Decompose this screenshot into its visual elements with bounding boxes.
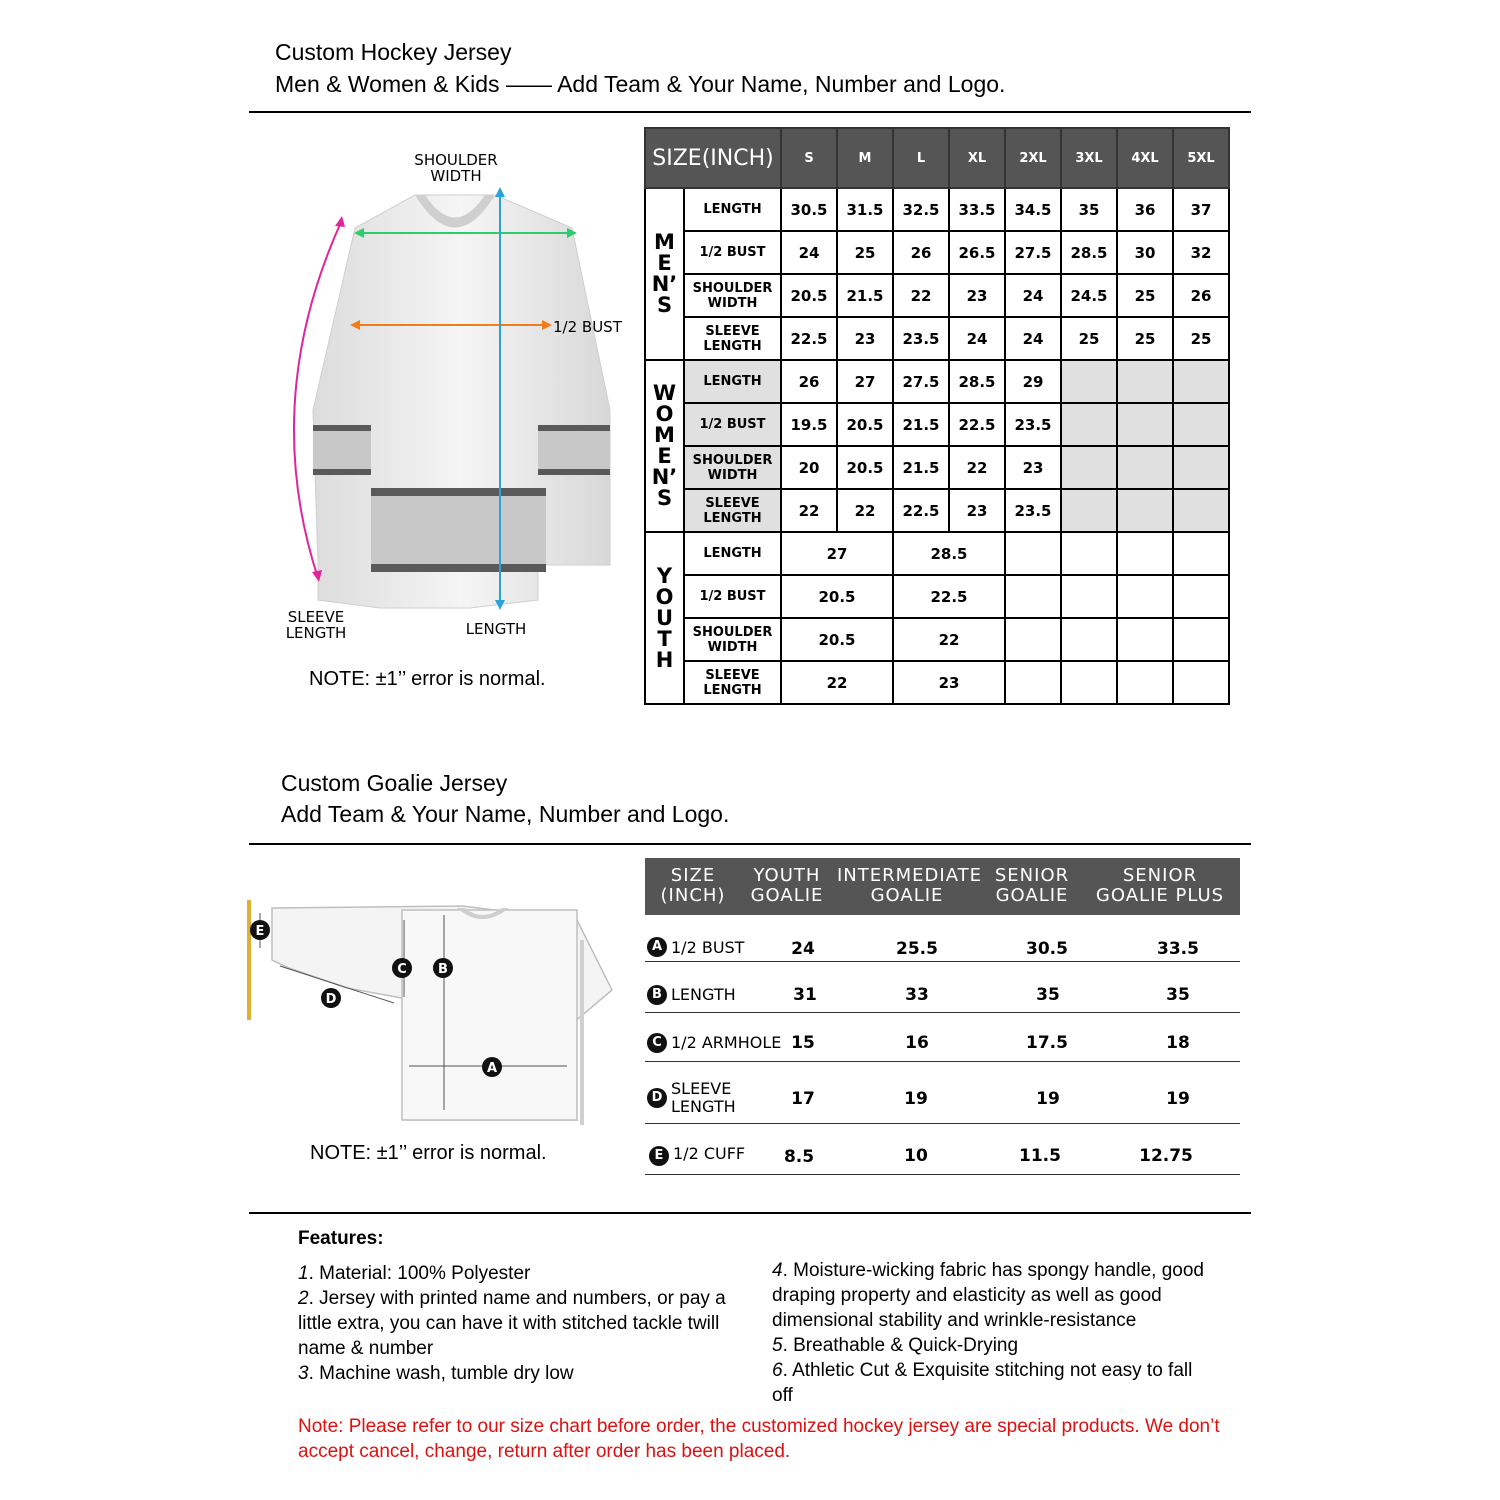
goalie-header-cell: SIZE (INCH) [660, 865, 726, 906]
size-cell: 28.5 [1061, 231, 1117, 274]
group-label: Y O U T H [645, 532, 684, 704]
size-table-row [645, 489, 1229, 532]
header-cell: L [893, 128, 949, 188]
svg-text:A: A [486, 1061, 498, 1076]
goalie-cell: 24 [791, 939, 815, 959]
size-cell-empty [1173, 403, 1229, 446]
header-cell: 4XL [1117, 128, 1173, 188]
goalie-cell: 8.5 [783, 1147, 815, 1167]
size-cell: 22 [949, 446, 1005, 489]
measure-label: SHOULDER WIDTH [684, 446, 781, 489]
size-table-row [645, 618, 1229, 661]
size-table-row [645, 360, 1229, 403]
svg-text:D: D [325, 992, 337, 1007]
size-cell: 31.5 [837, 188, 893, 231]
divider [249, 843, 1251, 845]
measure-label: SLEEVE LENGTH [684, 661, 781, 704]
length-label: LENGTH [465, 620, 527, 638]
goalie-cell: 10 [904, 1146, 928, 1166]
size-cell: 24 [949, 317, 1005, 360]
header-cell: 2XL [1005, 128, 1061, 188]
size-cell-empty [1061, 575, 1117, 618]
goalie-jersey-body [272, 906, 612, 1125]
hockey-note: NOTE: ±1’’ error is normal. [309, 668, 546, 690]
goalie-cell: 16 [905, 1033, 929, 1053]
size-cell-empty [1061, 661, 1117, 704]
measure-label: LENGTH [684, 532, 781, 575]
size-cell: 24.5 [1061, 274, 1117, 317]
marker-a-icon: A [647, 937, 667, 957]
marker-c-icon: C [647, 1033, 667, 1053]
hockey-title: Custom Hockey Jersey [275, 39, 512, 65]
size-cell: 23.5 [893, 317, 949, 360]
size-cell-empty [1173, 489, 1229, 532]
size-cell-empty [1173, 575, 1229, 618]
size-cell-empty [1173, 360, 1229, 403]
size-cell: 26 [893, 231, 949, 274]
hockey-size-table [644, 127, 1230, 705]
size-cell-empty [1117, 575, 1173, 618]
goalie-row-label: 1/2 CUFF [673, 1144, 746, 1163]
size-cell-empty [1173, 446, 1229, 489]
goalie-row [645, 1123, 1240, 1175]
size-cell-empty [1117, 489, 1173, 532]
size-cell-empty [1173, 532, 1229, 575]
size-cell: 25 [1173, 317, 1229, 360]
goalie-cell: 11.5 [1019, 1146, 1061, 1166]
size-cell: 33.5 [949, 188, 1005, 231]
size-cell: 20.5 [837, 446, 893, 489]
goalie-cell: 15 [791, 1033, 815, 1053]
half-bust-label: 1/2 BUST [553, 318, 622, 336]
svg-text:E: E [255, 924, 265, 939]
goalie-row-label: SLEEVE LENGTH [671, 1079, 736, 1116]
measure-label: SHOULDER WIDTH [684, 618, 781, 661]
size-cell: 20.5 [837, 403, 893, 446]
size-cell-empty [1005, 661, 1061, 704]
marker-b [433, 958, 453, 978]
goalie-jersey-diagram [247, 880, 627, 1130]
marker-d [321, 988, 341, 1008]
size-cell-empty [1061, 489, 1117, 532]
marker-d-icon: D [647, 1088, 667, 1108]
size-cell: 26 [781, 360, 837, 403]
size-cell-empty [1117, 360, 1173, 403]
header-cell: XL [949, 128, 1005, 188]
size-cell: 25 [1117, 274, 1173, 317]
group-label: W O M E N’ S [645, 360, 684, 532]
size-cell-empty [1117, 446, 1173, 489]
goalie-note: NOTE: ±1’’ error is normal. [310, 1142, 547, 1164]
size-cell: 28.5 [893, 532, 1005, 575]
size-cell: 34.5 [1005, 188, 1061, 231]
marker-a [482, 1057, 502, 1077]
measure-label: 1/2 BUST [684, 231, 781, 274]
feature-item: 3. Machine wash, tumble dry low [298, 1363, 574, 1384]
size-cell: 19.5 [781, 403, 837, 446]
size-cell: 27 [781, 532, 893, 575]
size-cell: 25 [1117, 317, 1173, 360]
header-cell: M [837, 128, 893, 188]
goalie-row-label: 1/2 ARMHOLE [671, 1033, 782, 1052]
goalie-header-cell: SENIOR GOALIE PLUS [1095, 865, 1225, 906]
goalie-cell: 31 [793, 985, 817, 1005]
size-table-row [645, 661, 1229, 704]
size-cell: 23.5 [1005, 403, 1061, 446]
header-cell: 3XL [1061, 128, 1117, 188]
size-cell: 28.5 [949, 360, 1005, 403]
size-cell: 22 [781, 489, 837, 532]
size-cell: 22.5 [949, 403, 1005, 446]
goalie-header-cell: SENIOR GOALIE [994, 865, 1070, 906]
features-left [298, 1261, 748, 1386]
size-table-row [645, 446, 1229, 489]
size-cell-empty [1117, 661, 1173, 704]
group-label: M E N’ S [645, 188, 684, 360]
order-warning: Note: Please refer to our size chart before order, the customized hockey jersey are special products. We don’t accept cancel, change, return after order has been placed. [298, 1416, 1220, 1462]
goalie-title: Custom Goalie Jersey [281, 770, 508, 796]
size-cell: 21.5 [837, 274, 893, 317]
goalie-row-label: LENGTH [671, 985, 736, 1004]
size-cell-empty [1005, 618, 1061, 661]
feature-item: 4. Moisture-wicking fabric has spongy handle, good draping property and elasticity as well as good dimensional stability and wrinkle-resistance [772, 1260, 1204, 1331]
hockey-subtitle: Men & Women & Kids —— Add Team & Your Name, Number and Logo. [275, 71, 1006, 97]
size-cell: 36 [1117, 188, 1173, 231]
measure-label: LENGTH [684, 360, 781, 403]
marker-c [392, 958, 412, 978]
size-cell: 22 [781, 661, 893, 704]
goalie-cell: 30.5 [1026, 939, 1068, 959]
feature-item: 6. Athletic Cut & Exquisite stitching not easy to fall off [772, 1360, 1193, 1406]
header-cell: S [781, 128, 837, 188]
size-cell-empty [1005, 575, 1061, 618]
svg-text:B: B [438, 962, 448, 977]
size-table-row [645, 274, 1229, 317]
size-table-row [645, 532, 1229, 575]
size-cell: 20.5 [781, 274, 837, 317]
size-cell: 30 [1117, 231, 1173, 274]
size-cell: 29 [1005, 360, 1061, 403]
goalie-cell: 19 [1166, 1089, 1190, 1109]
measure-label: SHOULDER WIDTH [684, 274, 781, 317]
measure-label: SLEEVE LENGTH [684, 317, 781, 360]
size-cell-empty [1173, 618, 1229, 661]
size-cell: 22.5 [893, 575, 1005, 618]
goalie-cell: 17.5 [1026, 1033, 1068, 1053]
size-cell: 25 [1061, 317, 1117, 360]
size-cell: 23 [949, 274, 1005, 317]
size-cell: 20 [781, 446, 837, 489]
size-cell-empty [1117, 403, 1173, 446]
size-cell: 22.5 [893, 489, 949, 532]
goalie-header-cell: INTERMEDIATE GOALIE [837, 865, 983, 906]
marker-e [250, 920, 270, 940]
goalie-row [645, 1061, 1240, 1124]
measure-label: LENGTH [684, 188, 781, 231]
goalie-subtitle: Add Team & Your Name, Number and Logo. [281, 801, 730, 827]
hockey-jersey-diagram [280, 150, 640, 650]
size-cell: 32.5 [893, 188, 949, 231]
size-cell: 24 [1005, 317, 1061, 360]
goalie-row [645, 961, 1240, 1013]
goalie-cell: 25.5 [896, 939, 938, 959]
size-cell-empty [1061, 532, 1117, 575]
goalie-cell: 35 [1036, 985, 1060, 1005]
size-cell: 27.5 [893, 360, 949, 403]
size-cell: 24 [1005, 274, 1061, 317]
size-cell: 23.5 [1005, 489, 1061, 532]
goalie-row-label: 1/2 BUST [671, 938, 745, 957]
goalie-cell: 12.75 [1139, 1146, 1193, 1166]
size-cell-empty [1061, 360, 1117, 403]
size-cell-empty [1117, 532, 1173, 575]
size-cell-empty [1117, 618, 1173, 661]
divider [249, 111, 1251, 113]
size-cell: 27.5 [1005, 231, 1061, 274]
feature-item: 2. Jersey with printed name and numbers, or pay a little extra, you can have it with stitched tackle twill name & number [298, 1288, 726, 1359]
measure-label: 1/2 BUST [684, 575, 781, 618]
header-cell: 5XL [1173, 128, 1229, 188]
size-cell: 20.5 [781, 575, 893, 618]
divider [249, 1212, 1251, 1214]
goalie-cell: 33 [905, 985, 929, 1005]
goalie-cell: 17 [791, 1089, 815, 1109]
size-cell: 26 [1173, 274, 1229, 317]
size-cell: 22 [893, 274, 949, 317]
goalie-table-header [645, 858, 1240, 915]
size-table-row [645, 575, 1229, 618]
size-table-header [645, 128, 1229, 188]
size-cell-empty [1061, 618, 1117, 661]
size-cell: 20.5 [781, 618, 893, 661]
header-cell: SIZE(INCH) [645, 128, 781, 188]
goalie-cell: 33.5 [1157, 939, 1199, 959]
goalie-header-cell: YOUTH GOALIE [750, 865, 824, 906]
size-cell: 32 [1173, 231, 1229, 274]
size-cell: 23 [949, 489, 1005, 532]
size-table-row [645, 403, 1229, 446]
jersey-body [313, 195, 610, 608]
feature-item: 1. Material: 100% Polyester [298, 1263, 531, 1284]
svg-text:C: C [397, 962, 407, 977]
sleeve-length-label: SLEEVE LENGTH [285, 608, 347, 642]
size-cell: 24 [781, 231, 837, 274]
size-cell: 23 [837, 317, 893, 360]
goalie-row [645, 925, 1240, 962]
size-cell-empty [1061, 446, 1117, 489]
size-cell: 35 [1061, 188, 1117, 231]
features-right [772, 1258, 1217, 1408]
size-cell-empty [1061, 403, 1117, 446]
size-cell: 30.5 [781, 188, 837, 231]
size-cell: 27 [837, 360, 893, 403]
feature-item: 5. Breathable & Quick-Drying [772, 1335, 1019, 1356]
goalie-cell: 18 [1166, 1033, 1190, 1053]
size-cell: 21.5 [893, 446, 949, 489]
size-cell-empty [1173, 661, 1229, 704]
size-cell: 23 [1005, 446, 1061, 489]
goalie-cell: 19 [904, 1089, 928, 1109]
marker-b-icon: B [647, 985, 667, 1005]
measure-label: 1/2 BUST [684, 403, 781, 446]
size-cell: 37 [1173, 188, 1229, 231]
size-cell: 26.5 [949, 231, 1005, 274]
size-cell: 23 [893, 661, 1005, 704]
features-heading: Features: [298, 1228, 384, 1249]
size-cell: 22 [893, 618, 1005, 661]
size-cell: 21.5 [893, 403, 949, 446]
size-table-row [645, 317, 1229, 360]
measure-label: SLEEVE LENGTH [684, 489, 781, 532]
size-table-row [645, 231, 1229, 274]
size-cell: 25 [837, 231, 893, 274]
goalie-cell: 19 [1036, 1089, 1060, 1109]
size-table-row [645, 188, 1229, 231]
size-cell: 22 [837, 489, 893, 532]
size-cell-empty [1005, 532, 1061, 575]
size-cell: 22.5 [781, 317, 837, 360]
goalie-row [645, 1012, 1240, 1062]
shoulder-width-label: SHOULDER WIDTH [414, 151, 498, 185]
marker-e-icon: E [649, 1146, 669, 1166]
goalie-cell: 35 [1166, 985, 1190, 1005]
